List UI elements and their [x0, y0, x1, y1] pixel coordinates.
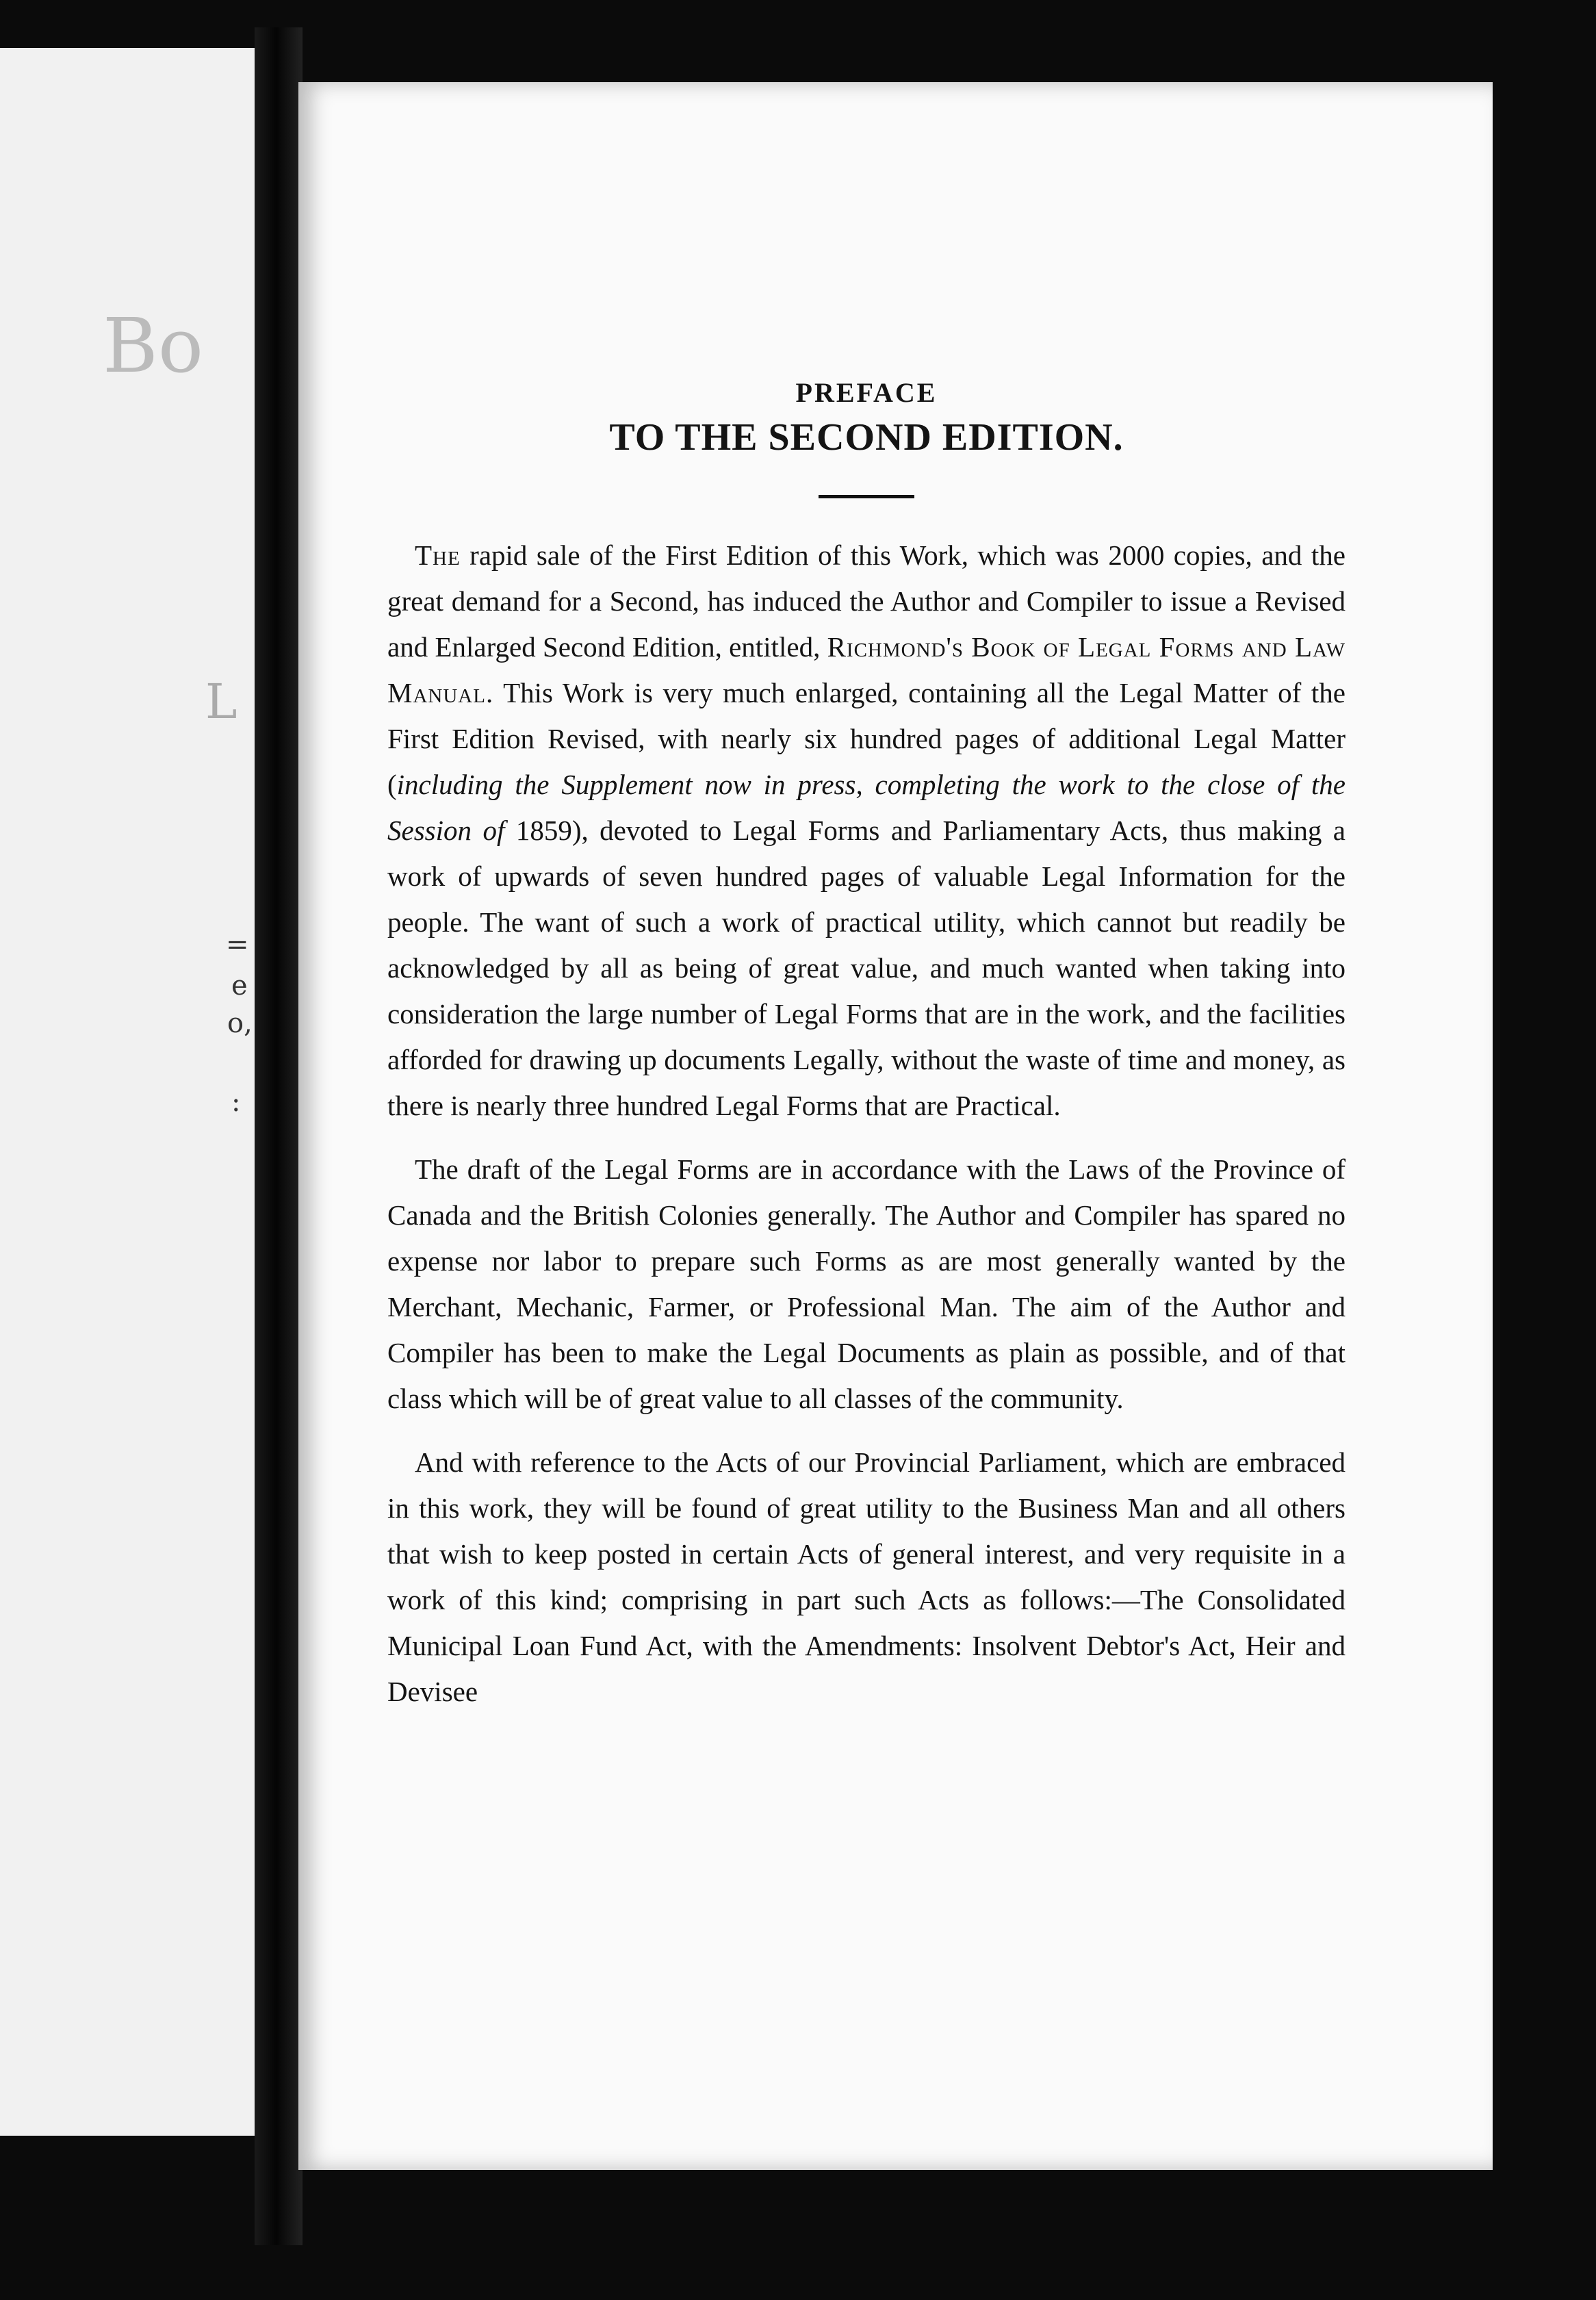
preface-content: [387, 376, 1346, 1733]
paragraph-text: This Work is very much enlarged, containing all the Legal Matter of the First Edition Revised, with nearly six hundred pages of additional Legal Matter (: [387, 677, 1346, 800]
preface-page: [298, 82, 1493, 2170]
left-page-text-fragment: :: [231, 1086, 241, 1118]
left-page-text-fragment: L: [205, 674, 237, 730]
left-page-fragment: [0, 48, 255, 2136]
paragraph-text: The draft of the Legal Forms are in accordance with the Laws of the Province of Canada and the British Colonies generally. The Author and Compiler has spared no expense nor labor to prepare such Forms as are most generally wanted by the Merchant, Mechanic, Farmer, or Professional Man. The aim of the Author and Compiler has been to make the Legal Documents as plain as possible, and of that class which will be of great value to all classes of the community.: [387, 1153, 1346, 1414]
book-title: Richmond's Book of Legal Forms and Law Manual.: [387, 631, 1346, 708]
paragraph-2: [387, 1147, 1346, 1422]
paragraph-lead-word: The: [415, 539, 461, 571]
left-page-text-fragment: Bo: [103, 302, 204, 389]
paragraph-3: [387, 1440, 1346, 1715]
left-page-text-fragment: =: [226, 929, 249, 960]
paragraph-text: 1859), devoted to Legal Forms and Parliamentary Acts, thus making a work of upwards of seven hundred pages of valuable Legal Information for the people. The want of such a work of practical utility, which cannot but readily be acknowledged by all as being of great value, and much wanted when taking into consideration the large number of Legal Forms that are in the work, and the facilities afforded for drawing up documents Legally, without the waste of time and money, as there is nearly three hundred Legal Forms that are Practical.: [387, 815, 1346, 1121]
paragraph-text: rapid sale of the First Edition of this Work, which was 2000 copies, and the great demand for a Second, has induced the Author and Compiler to issue a Revised and Enlarged Second Edition, entitled,: [387, 539, 1346, 663]
preface-heading: PREFACE: [795, 377, 938, 408]
paragraph-italic: including the Supplement now in press, completing the work to the close of the Session of: [387, 769, 1346, 846]
left-page-text-fragment: o,: [227, 1008, 253, 1039]
paragraph-1: [387, 533, 1346, 1129]
paragraph-text: And with reference to the Acts of our Provincial Parliament, which are embraced in this work, they will be found of great utility to the Business Man and all others that wish to keep posted in certain Acts of general interest, and very requisite in a work of this kind; comprising in part such Acts as follows:—The Consolidated Municipal Loan Fund Act, with the Amendments: Insolvent Debtor's Act, Heir and Devisee: [387, 1446, 1346, 1707]
left-page-text-fragment: e: [231, 970, 248, 1001]
divider-rule: [819, 495, 914, 498]
preface-subheading: TO THE SECOND EDITION.: [609, 416, 1124, 459]
book-binding: [255, 27, 303, 2245]
